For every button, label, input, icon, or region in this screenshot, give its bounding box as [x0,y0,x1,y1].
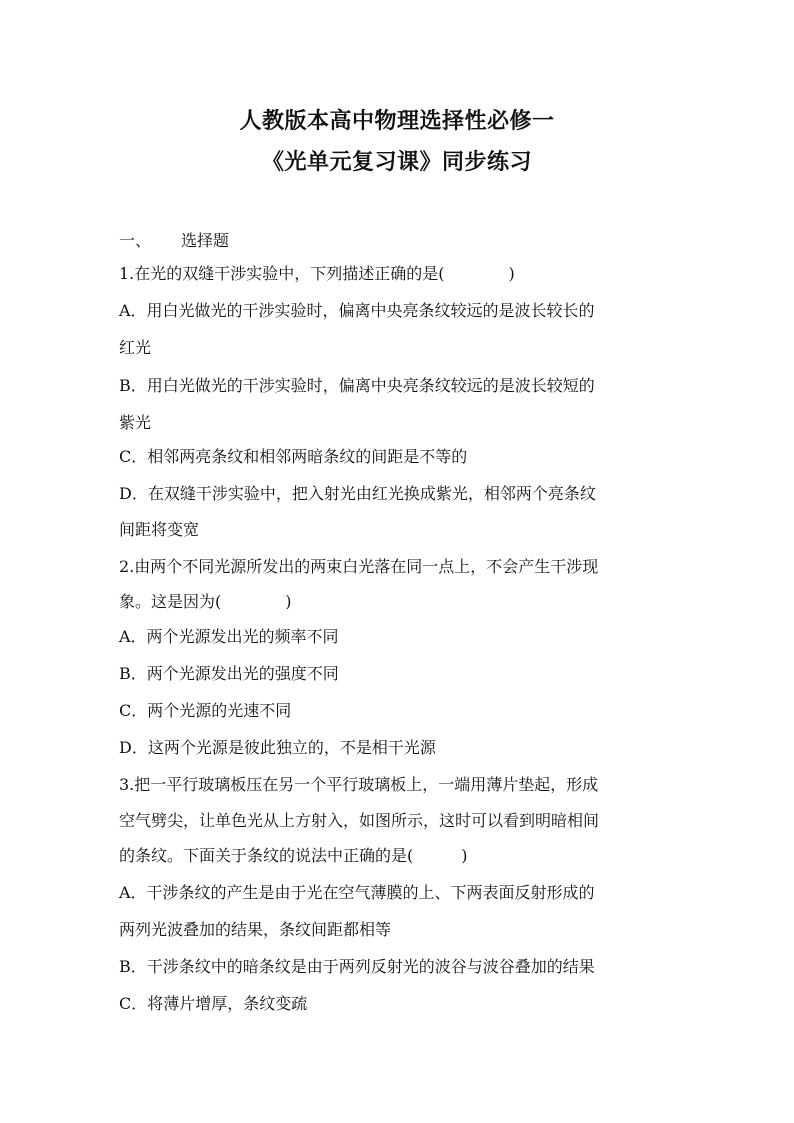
question-1-option-d-cont: 间距将变宽 [119,520,200,539]
question-3-option-a: A．干涉条纹的产生是由于光在空气薄膜的上、下两表面反射形成的 [119,883,595,902]
question-2-stem-cont: 象。这是因为( ) [119,592,292,611]
question-1-stem: 1.在光的双缝干涉实验中，下列描述正确的是( ) [119,264,515,283]
section-label: 选择题 [181,231,230,250]
document-subtitle: 《光单元复习课》同步练习 [261,149,532,175]
question-2-option-c: C．两个光源的光速不同 [119,701,292,720]
question-3-stem: 3.把一平行玻璃板压在另一个平行玻璃板上，一端用薄片垫起，形成 [119,775,599,794]
question-2-option-a: A．两个光源发出光的频率不同 [119,627,339,646]
section-heading [119,231,679,251]
question-3-stem-cont2: 的条纹。下面关于条纹的说法中正确的是( ) [119,846,468,865]
question-2-option-b: B．两个光源发出光的强度不同 [119,664,339,683]
document-title: 人教版本高中物理选择性必修一 [239,108,555,134]
question-3-stem-cont1: 空气劈尖，让单色光从上方射入，如图所示，这时可以看到明暗相间 [119,811,600,830]
question-3-option-a-cont: 两列光波叠加的结果，条纹间距都相等 [119,920,392,939]
question-2-stem: 2.由两个不同光源所发出的两束白光落在同一点上，不会产生干涉现 [119,557,599,576]
section-number: 一、 [119,231,152,250]
question-1-option-b: B．用白光做光的干涉实验时，偏离中央亮条纹较远的是波长较短的 [119,376,595,395]
question-1-option-b-cont: 紫光 [119,413,152,432]
question-3-option-c: C．将薄片增厚，条纹变疏 [119,994,308,1013]
question-1-option-c: C．相邻两亮条纹和相邻两暗条纹的间距是不等的 [119,447,468,466]
question-2-option-d: D．这两个光源是彼此独立的，不是相干光源 [119,738,436,757]
question-1-option-a: A．用白光做光的干涉实验时，偏离中央亮条纹较远的是波长较长的 [119,301,595,320]
question-1-option-d: D．在双缝干涉实验中，把入射光由红光换成紫光，相邻两个亮条纹 [119,484,596,503]
question-1-option-a-cont: 红光 [119,338,152,357]
question-3-option-b: B．干涉条纹中的暗条纹是由于两列反射光的波谷与波谷叠加的结果 [119,957,595,976]
